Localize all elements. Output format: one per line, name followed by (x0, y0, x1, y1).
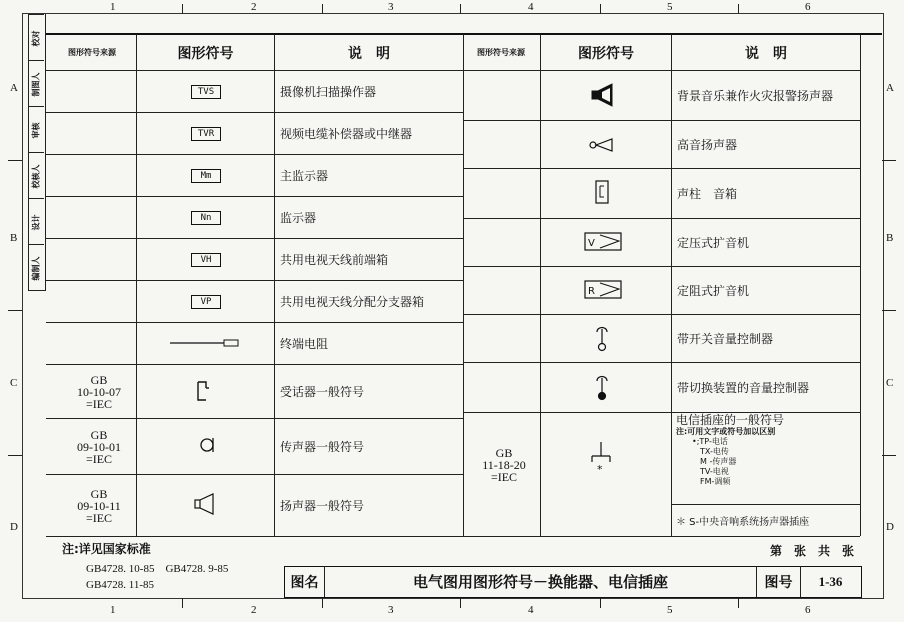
right-row-desc: 背景音乐兼作火灾报警扬声器 (677, 89, 834, 103)
telecom-socket-icon (590, 440, 612, 476)
row-letter: B (10, 232, 18, 244)
constant-voltage-amp-icon (584, 232, 624, 252)
left-row-source: GB 10-10-07 =IEC (77, 373, 121, 411)
sheet-count: 第 张 共 张 (770, 544, 855, 558)
tick (8, 310, 22, 311)
tick (882, 455, 896, 456)
right-row-desc: 高音扬声器 (677, 138, 738, 152)
left-row-desc: 摄像机扫描操作器 (280, 85, 377, 99)
title-label: 图名 (290, 574, 319, 591)
side-block-cell: 设计 (28, 198, 44, 245)
grid-line (671, 504, 860, 505)
left-row-desc: 共用电视天线前端箱 (280, 253, 389, 267)
footer-note: 注:详见国家标准 (62, 542, 151, 556)
left-row-desc: 共用电视天线分配分支器箱 (280, 295, 425, 309)
socket-item: •;TP-电话 (692, 437, 728, 446)
col-num: 5 (667, 604, 673, 616)
tick (8, 160, 22, 161)
socket-item: M -传声器 (700, 457, 737, 466)
nn-box-icon: Nn (191, 211, 221, 225)
right-row-desc: 声柱 音箱 (677, 187, 738, 201)
right-row-desc: 带开关音量控制器 (677, 332, 774, 346)
number-label: 图号 (764, 574, 793, 591)
tick (738, 4, 739, 14)
socket-source: GB 11-18-20 =IEC (482, 446, 526, 484)
side-block-cell: 编制人 (28, 244, 44, 291)
header-desc: 说 明 (348, 46, 390, 62)
tick (600, 598, 601, 608)
tweeter-icon (588, 137, 618, 153)
socket-item: FM-调频 (700, 477, 731, 486)
footer-std2: GB4728. 11-85 (86, 579, 155, 591)
left-row-desc: 主监示器 (280, 169, 329, 183)
row-letter: A (886, 82, 894, 94)
receiver-icon (194, 380, 214, 404)
row-letter: C (886, 377, 894, 389)
socket-item: TV-电视 (700, 467, 729, 476)
tick (882, 310, 896, 311)
speaker-icon (193, 492, 221, 516)
grid-line (540, 34, 541, 536)
col-num: 1 (110, 604, 116, 616)
microphone-icon (198, 436, 218, 456)
grid-line (463, 412, 860, 413)
socket-desc (676, 414, 858, 487)
vp-box-icon: VP (191, 295, 221, 309)
svg-text:V: V (588, 238, 595, 249)
row-letter: B (886, 232, 894, 244)
mm-box-icon: Mm (191, 169, 221, 183)
side-block-cell: 校对 (28, 14, 44, 61)
footer-std1: GB4728. 10-85 GB4728. 9-85 (86, 563, 229, 575)
tick (600, 4, 601, 14)
tick (182, 4, 183, 14)
socket-footnote: ＊ S-中央音响系统扬声器插座 (676, 516, 810, 528)
header-symbol-right: 图形符号 (578, 46, 634, 62)
socket-note-head: 注:可用文字或符号加以区别 (676, 427, 776, 436)
left-row-desc: 监示器 (280, 211, 317, 225)
col-num: 4 (528, 1, 534, 13)
svg-text:*: * (597, 463, 603, 476)
left-row-source: GB 09-10-01 =IEC (77, 428, 121, 466)
col-num: 2 (251, 1, 257, 13)
sound-column-icon (595, 180, 611, 206)
vh-box-icon: VH (191, 253, 221, 267)
col-num: 4 (528, 604, 534, 616)
grid-line (46, 536, 860, 537)
grid-line (136, 34, 137, 536)
left-row-desc: 终端电阻 (280, 337, 329, 351)
right-row-desc: 定阻式扩音机 (677, 284, 750, 298)
header-symbol: 图形符号 (177, 46, 234, 62)
left-row-desc: 视频电缆补偿器或中继器 (280, 127, 413, 141)
tick (322, 4, 323, 14)
socket-title: 电信插座的一般符号 (676, 413, 785, 427)
col-num: 1 (110, 1, 116, 13)
header-desc-right: 说 明 (745, 46, 787, 62)
tick (738, 598, 739, 608)
volume-selector-icon (594, 374, 610, 402)
side-block-cell: 校核人 (28, 152, 44, 199)
right-row-desc: 定压式扩音机 (677, 236, 750, 250)
col-num: 5 (667, 1, 673, 13)
row-letter: D (886, 521, 894, 533)
socket-item: TX-电传 (700, 447, 729, 456)
row-letter: C (10, 377, 18, 389)
tick (460, 4, 461, 14)
constant-resistance-amp-icon (584, 280, 624, 300)
tick (460, 598, 461, 608)
tick (322, 598, 323, 608)
header-source: 图形符号来源 (68, 48, 116, 57)
row-letter: A (10, 82, 18, 94)
svg-text:R: R (588, 286, 595, 297)
tvr-box-icon: TVR (191, 127, 221, 141)
side-block-cell: 制图人 (28, 60, 44, 107)
terminal-resistor-icon (170, 336, 244, 350)
drawing-number: 1-36 (818, 573, 843, 589)
left-row-desc: 受话器一般符号 (280, 385, 365, 399)
tvs-box-icon: TVS (191, 85, 221, 99)
left-row-desc: 传声器一般符号 (280, 440, 365, 454)
drawing-title: 电气图用图形符号－换能器、电信插座 (412, 573, 668, 591)
tick (182, 598, 183, 608)
col-num: 3 (388, 604, 394, 616)
col-num: 2 (251, 604, 257, 616)
right-row-desc: 带切换装置的音量控制器 (677, 381, 810, 395)
side-block-cell: 审核 (28, 106, 44, 153)
col-num: 6 (805, 1, 811, 13)
volume-switch-icon (594, 325, 610, 353)
row-letter: D (10, 521, 18, 533)
col-num: 6 (805, 604, 811, 616)
tick (882, 160, 896, 161)
left-row-desc: 扬声器一般符号 (280, 499, 365, 513)
left-row-source: GB 09-10-11 =IEC (77, 487, 121, 525)
tick (8, 455, 22, 456)
fire-alarm-speaker-icon (590, 82, 622, 108)
col-num: 3 (388, 1, 394, 13)
header-source-right: 图形符号来源 (477, 48, 525, 57)
